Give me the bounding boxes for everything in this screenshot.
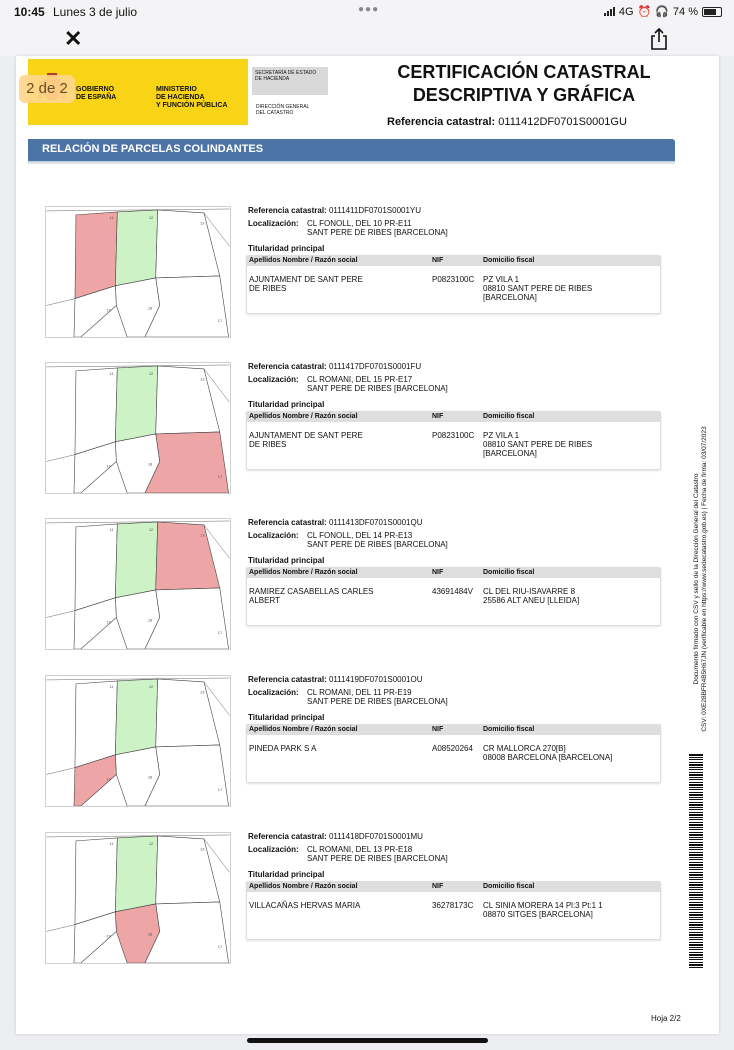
ref-value: 0111418DF0701S0001MU bbox=[328, 832, 423, 841]
col-dom-header: Domicilio fiscal bbox=[483, 413, 535, 420]
side-line-2: CSV: 0XE28BFR4B5H67JN (verificable en https://www.sedecatastro.gob.es) | Fecha de firma: 03/07/2023 bbox=[701, 426, 708, 732]
section-divider bbox=[28, 161, 675, 165]
parcel-number: 18 bbox=[147, 305, 153, 311]
parcel-entry bbox=[16, 206, 719, 346]
owner-name: RAMIREZ CASABELLAS CARLES ALBERT bbox=[249, 587, 374, 605]
owner-nif: P0823100C bbox=[432, 431, 475, 440]
parcel-shape-13 bbox=[156, 836, 220, 904]
location-value: CL FONOLL, DEL 14 PR-E13 SANT PERE DE RIBES [BARCELONA] bbox=[307, 531, 448, 549]
parcel-ref-row bbox=[248, 675, 423, 685]
parcel-number: 12 bbox=[148, 214, 154, 220]
parcel-shape-13 bbox=[156, 522, 220, 590]
gov-label: GOBIERNO DE ESPAÑA bbox=[76, 86, 117, 101]
loc-label: Localización: bbox=[248, 531, 299, 540]
parcel-shape-12 bbox=[115, 210, 157, 286]
parcel-shape-13 bbox=[156, 366, 220, 434]
parcel-location-row bbox=[248, 688, 448, 706]
section-header: RELACIÓN DE PARCELAS COLINDANTES bbox=[28, 139, 675, 161]
parcel-number: 12 bbox=[148, 683, 154, 689]
parcel-number: 11 bbox=[109, 840, 114, 846]
parcel-entry bbox=[16, 832, 719, 972]
parcel-number: 19 bbox=[106, 307, 111, 313]
parcel-entry bbox=[16, 362, 719, 502]
owner-table-header bbox=[247, 725, 660, 735]
titularidad-label: Titularidad principal bbox=[248, 244, 325, 253]
location-value: CL FONOLL, DEL 10 PR-E11 SANT PERE DE RIBES [BARCELONA] bbox=[307, 219, 448, 237]
parcel-shape-13 bbox=[156, 210, 220, 278]
page-indicator-badge: 2 de 2 bbox=[19, 75, 75, 103]
owner-table bbox=[246, 724, 661, 783]
parcel-number: 13 bbox=[200, 846, 205, 852]
parcel-number: 17 bbox=[217, 318, 223, 324]
parcel-location-row bbox=[248, 219, 448, 237]
ref-label: Referencia catastral: bbox=[248, 362, 327, 371]
alarm-icon: ⏰ bbox=[637, 6, 652, 18]
owner-nif: P0823100C bbox=[432, 275, 475, 284]
network-type: 4G bbox=[618, 5, 634, 18]
parcel-number: 17 bbox=[217, 630, 223, 636]
parcel-number: 19 bbox=[106, 463, 111, 469]
street-line bbox=[46, 611, 75, 618]
location-value: CL ROMANI, DEL 13 PR-E18 SANT PERE DE RIBES [BARCELONA] bbox=[307, 845, 448, 863]
parcel-ref-row bbox=[248, 518, 423, 528]
battery-percent: 74 % bbox=[672, 5, 698, 18]
parcel-number: 11 bbox=[109, 370, 114, 376]
col-dom-header: Domicilio fiscal bbox=[483, 726, 535, 733]
parcel-ref-row bbox=[248, 362, 421, 372]
col-dom-header: Domicilio fiscal bbox=[483, 883, 535, 890]
side-line-1: Documento firmado con CSV y sello de la Dirección General del Catastro bbox=[693, 473, 700, 685]
loc-label: Localización: bbox=[248, 219, 299, 228]
parcel-number: 12 bbox=[148, 840, 154, 846]
parcel-number: 17 bbox=[217, 944, 223, 950]
parcel-number: 17 bbox=[217, 474, 223, 480]
viewer-toolbar bbox=[0, 24, 734, 56]
col-name-header: Apellidos Nombre / Razón social bbox=[249, 726, 358, 733]
parcel-location-row bbox=[248, 375, 448, 393]
page-title: CERTIFICACIÓN CATASTRAL DESCRIPTIVA Y GRÁFICA bbox=[397, 62, 651, 105]
street-line bbox=[46, 768, 75, 775]
ref-value: 0111417DF0701S0001FU bbox=[328, 362, 422, 371]
ref-value: 0111413DF0701S0001QU bbox=[328, 518, 423, 527]
parcel-number: 11 bbox=[109, 526, 114, 532]
col-dom-header: Domicilio fiscal bbox=[483, 569, 535, 576]
owner-name: AJUNTAMENT DE SANT PERE DE RIBES bbox=[249, 275, 363, 293]
status-indicators bbox=[604, 5, 722, 18]
parcel-entry bbox=[16, 675, 719, 815]
titularidad-label: Titularidad principal bbox=[248, 556, 325, 565]
parcel-number: 19 bbox=[106, 776, 111, 782]
col-name-header: Apellidos Nombre / Razón social bbox=[249, 883, 358, 890]
owner-table bbox=[246, 567, 661, 626]
street-line bbox=[46, 925, 75, 932]
clock: 10:45 bbox=[14, 5, 45, 19]
close-icon[interactable]: ✕ bbox=[64, 26, 83, 51]
ref-label: Referencia catastral: bbox=[248, 518, 327, 527]
parcel-entry bbox=[16, 518, 719, 658]
titularidad-label: Titularidad principal bbox=[248, 400, 325, 409]
owner-address: PZ VILA 1 08810 SANT PERE DE RIBES [BARCELONA] bbox=[483, 275, 593, 302]
owner-address: PZ VILA 1 08810 SANT PERE DE RIBES [BARCELONA] bbox=[483, 431, 593, 458]
parcel-location-row bbox=[248, 845, 448, 863]
owner-table-header bbox=[247, 412, 660, 422]
signal-icon bbox=[604, 7, 615, 16]
owner-name: PINEDA PARK S A bbox=[249, 744, 317, 753]
parcel-number: 12 bbox=[148, 526, 154, 532]
ref-label: Referencia catastral: bbox=[248, 675, 327, 684]
owner-name: VILLACAÑAS HERVAS MARIA bbox=[249, 901, 361, 910]
direccion-label: DIRECCIÓN GENERAL DEL CATASTRO bbox=[256, 104, 310, 116]
parcel-number: 13 bbox=[200, 376, 205, 382]
titularidad-label: Titularidad principal bbox=[248, 870, 325, 879]
col-nif-header: NIF bbox=[432, 413, 444, 420]
col-dom-header: Domicilio fiscal bbox=[483, 257, 535, 264]
owner-nif: 43691484V bbox=[432, 587, 473, 596]
owner-nif: 36278173C bbox=[432, 901, 474, 910]
parcel-map bbox=[45, 206, 231, 338]
parcel-shape-11 bbox=[75, 368, 117, 455]
parcel-number: 13 bbox=[200, 532, 205, 538]
owner-table-header bbox=[247, 882, 660, 892]
col-name-header: Apellidos Nombre / Razón social bbox=[249, 569, 358, 576]
street-line bbox=[46, 455, 75, 462]
street-line bbox=[46, 299, 75, 306]
loc-label: Localización: bbox=[248, 845, 299, 854]
parcel-number: 17 bbox=[217, 787, 223, 793]
loc-label: Localización: bbox=[248, 375, 299, 384]
parcel-number: 12 bbox=[148, 370, 154, 376]
parcel-shape-11 bbox=[75, 838, 117, 925]
headphones-icon: 🎧 bbox=[655, 6, 669, 18]
ref-label: Referencia catastral: bbox=[248, 832, 327, 841]
parcel-location-row bbox=[248, 531, 448, 549]
parcel-number: 11 bbox=[109, 214, 114, 220]
main-ref-label: Referencia catastral: bbox=[387, 116, 496, 128]
battery-icon bbox=[702, 7, 722, 17]
main-ref-value: 0111412DF0701S0001GU bbox=[498, 116, 627, 128]
parcel-map bbox=[45, 518, 231, 650]
parcel-shape-11 bbox=[75, 524, 117, 611]
parcel-number: 13 bbox=[200, 689, 205, 695]
parcel-map bbox=[45, 362, 231, 494]
col-nif-header: NIF bbox=[432, 726, 444, 733]
secretaria-block bbox=[248, 59, 331, 125]
side-text-inner bbox=[693, 346, 709, 812]
page-number: Hoja 2/2 bbox=[651, 1014, 681, 1023]
titularidad-label: Titularidad principal bbox=[248, 713, 325, 722]
share-icon[interactable] bbox=[648, 27, 670, 51]
parcel-number: 18 bbox=[147, 617, 153, 623]
parcel-shape-12 bbox=[115, 366, 157, 442]
parcel-shape-13 bbox=[156, 679, 220, 747]
parcel-number: 13 bbox=[200, 220, 205, 226]
owner-table-header bbox=[247, 256, 660, 266]
parcel-map bbox=[45, 675, 231, 807]
date: Lunes 3 de julio bbox=[53, 5, 138, 19]
owner-table-header bbox=[247, 568, 660, 578]
parcel-map bbox=[45, 832, 231, 964]
owner-nif: A08520264 bbox=[432, 744, 473, 753]
ref-value: 0111411DF0701S0001YU bbox=[328, 206, 422, 215]
location-value: CL ROMANI, DEL 15 PR-E17 SANT PERE DE RIBES [BARCELONA] bbox=[307, 375, 448, 393]
col-name-header: Apellidos Nombre / Razón social bbox=[249, 257, 358, 264]
parcel-shape-12 bbox=[115, 679, 157, 755]
parcel-ref-row bbox=[248, 832, 423, 842]
parcel-shape-11 bbox=[75, 212, 117, 299]
home-indicator[interactable] bbox=[247, 1038, 488, 1043]
document-page[interactable] bbox=[16, 56, 719, 1034]
col-name-header: Apellidos Nombre / Razón social bbox=[249, 413, 358, 420]
parcel-shape-11 bbox=[75, 681, 117, 768]
parcel-number: 11 bbox=[109, 683, 114, 689]
location-value: CL ROMANI, DEL 11 PR-E19 SANT PERE DE RIBES [BARCELONA] bbox=[307, 688, 448, 706]
owner-name: AJUNTAMENT DE SANT PERE DE RIBES bbox=[249, 431, 363, 449]
ref-label: Referencia catastral: bbox=[248, 206, 327, 215]
col-nif-header: NIF bbox=[432, 883, 444, 890]
owner-address: CR MALLORCA 270[B] 08008 BARCELONA [BARCELONA] bbox=[483, 744, 613, 762]
owner-address: CL SINIA MORERA 14 Pl:3 Pt:1 1 08870 SITGES [BARCELONA] bbox=[483, 901, 603, 919]
parcel-number: 19 bbox=[106, 933, 111, 939]
loc-label: Localización: bbox=[248, 688, 299, 697]
parcel-number: 19 bbox=[106, 619, 111, 625]
owner-table bbox=[246, 411, 661, 470]
main-reference bbox=[387, 116, 627, 128]
owner-table bbox=[246, 255, 661, 314]
parcel-number: 18 bbox=[147, 774, 153, 780]
secretaria-label: SECRETARÍA DE ESTADO DE HACIENDA bbox=[252, 67, 328, 95]
col-nif-header: NIF bbox=[432, 569, 444, 576]
col-nif-header: NIF bbox=[432, 257, 444, 264]
owner-address: CL DEL RIU-ISAVARRE 8 25586 ALT ANEU [LLEIDA] bbox=[483, 587, 580, 605]
ref-value: 0111419DF0701S0001OU bbox=[328, 675, 423, 684]
parcel-shape-12 bbox=[115, 836, 157, 912]
status-bar bbox=[0, 0, 734, 24]
multitask-dots-icon[interactable]: ●●● bbox=[358, 4, 380, 15]
ministry-label: MINISTERIO DE HACIENDA Y FUNCIÓN PÚBLICA bbox=[156, 86, 228, 109]
signature-side-text bbox=[686, 346, 716, 812]
barcode bbox=[689, 753, 703, 968]
parcel-number: 18 bbox=[147, 461, 153, 467]
owner-table bbox=[246, 881, 661, 940]
parcel-number: 18 bbox=[147, 931, 153, 937]
parcel-shape-12 bbox=[115, 522, 157, 598]
parcel-ref-row bbox=[248, 206, 421, 216]
